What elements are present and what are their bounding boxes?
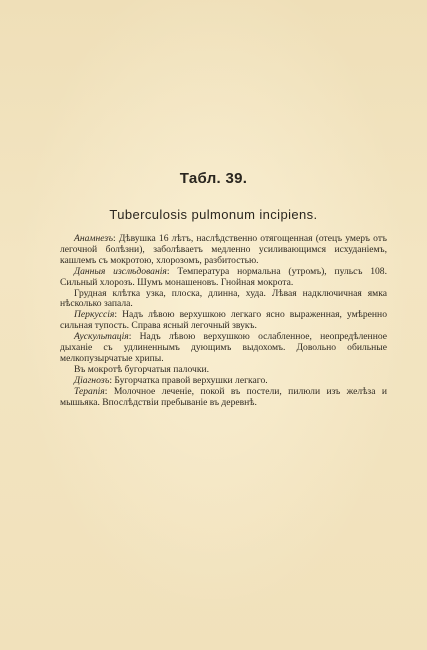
section-label: Данныя изслѣдованія (74, 265, 167, 277)
section-label: Діагнозъ (74, 374, 110, 386)
case-description (60, 234, 387, 409)
section-text: : Дѣвушка 16 лѣтъ, наслѣдственно отягощенная (отецъ умеръ отъ легочной болѣзни), заболѣваетъ медленно усиливающимся исхуданіемъ, кашлемъ съ мокротою, хлорозомъ, разбитостью. (60, 233, 387, 266)
section-text: : Молочное леченіе, покой въ постели, пилюли изъ желѣза и мышьяка. Впослѣдствіи пребываніе въ деревнѣ. (60, 385, 387, 408)
percussion-paragraph (60, 310, 387, 332)
examination-paragraph (60, 267, 387, 289)
section-label: Перкуссія (74, 309, 115, 321)
disease-title: Tuberculosis pulmonum incipiens. (109, 207, 318, 222)
section-label: Терапія (74, 385, 105, 397)
therapy-paragraph (60, 387, 387, 409)
section-label: Аускультація (74, 331, 129, 343)
section-text: Грудная клѣтка узка, плоска, длинна, худа. Лѣвая надключичная ямка нѣсколько запала. (60, 287, 387, 310)
table-title: Табл. 39. (179, 170, 248, 187)
section-label: Анамнезъ (74, 233, 114, 244)
anamnesis-paragraph (60, 234, 387, 267)
section-text: : Надъ лѣвою верхушкою легкаго ясно выраженная, умѣренно сильная тупость. Справа ясный легочный звукъ. (60, 309, 387, 332)
section-text: : Бугорчатка правой верхушки легкаго. (109, 374, 268, 386)
auscultation-paragraph (60, 332, 387, 365)
chest-paragraph (60, 289, 387, 311)
section-text: : Надъ лѣвою верхушкою ослабленное, неопредѣленное дыханіе съ удлиненнымъ дующимъ выдохомъ. Довольно обильные мелкопузырчатые хрипы. (60, 331, 387, 364)
section-text: : Температура нормальна (утромъ), пульсъ 108. Сильный хлорозъ. Шумъ монашеновъ. Гнойная мокрота. (60, 265, 387, 288)
section-text: Въ мокротѣ бугорчатыя палочки. (74, 363, 210, 375)
